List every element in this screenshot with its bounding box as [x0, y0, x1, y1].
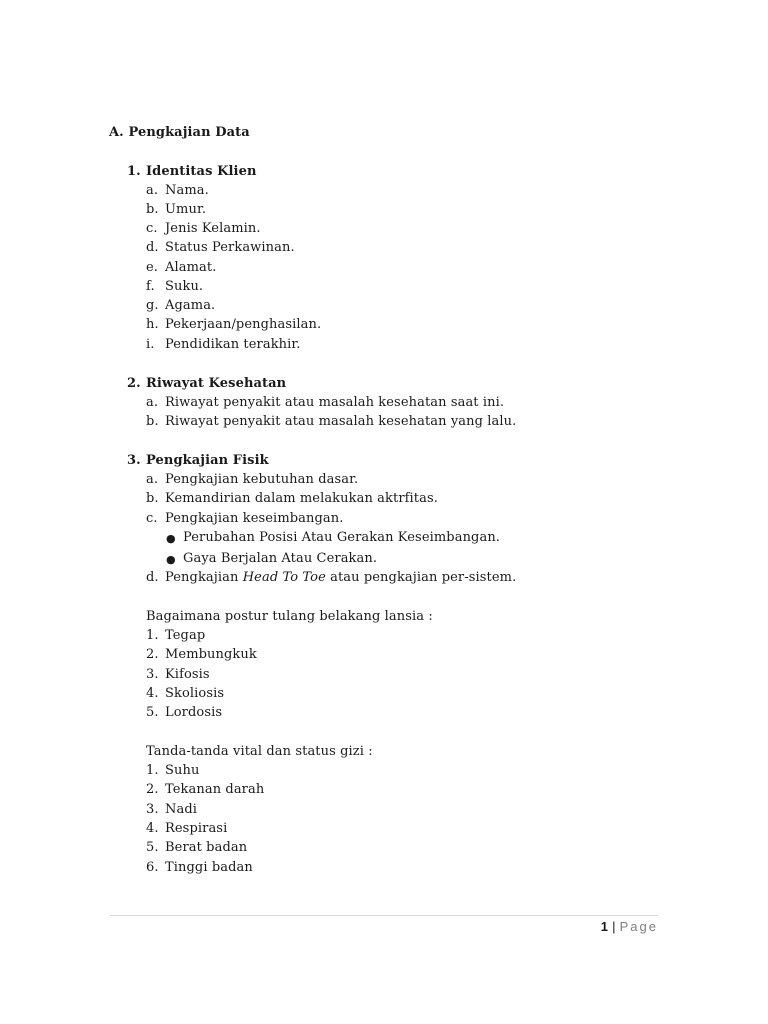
- vital-marker: 5.: [146, 840, 159, 855]
- page-label: Page: [619, 919, 658, 934]
- identitas-marker: a.: [146, 183, 159, 198]
- fisik-item-d: [165, 568, 516, 587]
- vital-item: Tinggi badan: [165, 860, 253, 875]
- page-number: 1: [600, 919, 609, 934]
- vital-intro: Tanda-tanda vital dan status gizi :: [146, 744, 373, 759]
- identitas-item: Suku.: [165, 279, 204, 294]
- identitas-item: Alamat.: [165, 260, 217, 275]
- identitas-item: Jenis Kelamin.: [165, 221, 261, 236]
- postur-item: Kifosis: [165, 667, 210, 682]
- vital-item: Nadi: [165, 802, 198, 817]
- page-footer: [601, 917, 658, 936]
- riwayat-title: Riwayat Kesehatan: [146, 376, 287, 391]
- identitas-number: 1.: [127, 164, 141, 179]
- bullet-dot-icon: ●: [166, 532, 176, 545]
- riwayat-number: 2.: [127, 376, 141, 391]
- fisik-marker: d.: [146, 570, 159, 585]
- bullet-dot-icon: ●: [166, 553, 176, 566]
- riwayat-item: Riwayat penyakit atau masalah kesehatan saat ini.: [165, 395, 505, 410]
- identitas-title: Identitas Klien: [146, 164, 257, 179]
- identitas-item: Agama.: [165, 298, 216, 313]
- identitas-marker: f.: [146, 279, 155, 294]
- identitas-item: Status Perkawinan.: [165, 240, 295, 255]
- postur-item: Lordosis: [165, 705, 223, 720]
- fisik-item-d-emphasis: Head To Toe: [242, 570, 326, 585]
- identitas-item: Umur.: [165, 202, 207, 217]
- riwayat-item: Riwayat penyakit atau masalah kesehatan yang lalu.: [165, 414, 517, 429]
- postur-marker: 2.: [146, 647, 159, 662]
- vital-marker: 1.: [146, 763, 159, 778]
- fisik-item: Pengkajian kebutuhan dasar.: [165, 472, 359, 487]
- postur-marker: 5.: [146, 705, 159, 720]
- vital-item: Berat badan: [165, 840, 248, 855]
- identitas-item: Pekerjaan/penghasilan.: [165, 317, 322, 332]
- postur-marker: 3.: [146, 667, 159, 682]
- identitas-marker: g.: [146, 298, 159, 313]
- identitas-marker: b.: [146, 202, 159, 217]
- fisik-title: Pengkajian Fisik: [146, 453, 269, 468]
- fisik-item-d-text-before: Pengkajian: [165, 570, 243, 585]
- fisik-number: 3.: [127, 453, 141, 468]
- postur-item: Membungkuk: [165, 647, 257, 662]
- fisik-marker: c.: [146, 511, 158, 526]
- identitas-marker: e.: [146, 260, 159, 275]
- vital-item: Suhu: [165, 763, 200, 778]
- postur-intro: Bagaimana postur tulang belakang lansia :: [146, 609, 433, 624]
- identitas-marker: c.: [146, 221, 158, 236]
- fisik-item-d-text-after: atau pengkajian per-sistem.: [325, 570, 517, 585]
- postur-marker: 4.: [146, 686, 159, 701]
- identitas-item: Pendidikan terakhir.: [165, 337, 301, 352]
- vital-marker: 2.: [146, 782, 159, 797]
- vital-marker: 3.: [146, 802, 159, 817]
- identitas-marker: h.: [146, 317, 159, 332]
- page-separator: |: [612, 919, 616, 934]
- postur-item: Tegap: [165, 628, 206, 643]
- fisik-marker: a.: [146, 472, 159, 487]
- vital-marker: 4.: [146, 821, 159, 836]
- identitas-item: Nama.: [165, 183, 209, 198]
- identitas-marker: d.: [146, 240, 159, 255]
- vital-item: Tekanan darah: [165, 782, 265, 797]
- riwayat-marker: b.: [146, 414, 159, 429]
- vital-item: Respirasi: [165, 821, 228, 836]
- riwayat-marker: a.: [146, 395, 159, 410]
- section-heading: A. Pengkajian Data: [109, 125, 250, 140]
- fisik-item: Kemandirian dalam melakukan aktrfitas.: [165, 491, 438, 506]
- fisik-bullet-item: Gaya Berjalan Atau Cerakan.: [183, 551, 378, 566]
- footer-divider: [110, 915, 658, 916]
- fisik-bullet-item: Perubahan Posisi Atau Gerakan Keseimbangan.: [183, 530, 501, 545]
- postur-marker: 1.: [146, 628, 159, 643]
- postur-item: Skoliosis: [165, 686, 225, 701]
- identitas-marker: i.: [146, 337, 155, 352]
- vital-marker: 6.: [146, 860, 159, 875]
- fisik-item: Pengkajian keseimbangan.: [165, 511, 344, 526]
- fisik-marker: b.: [146, 491, 159, 506]
